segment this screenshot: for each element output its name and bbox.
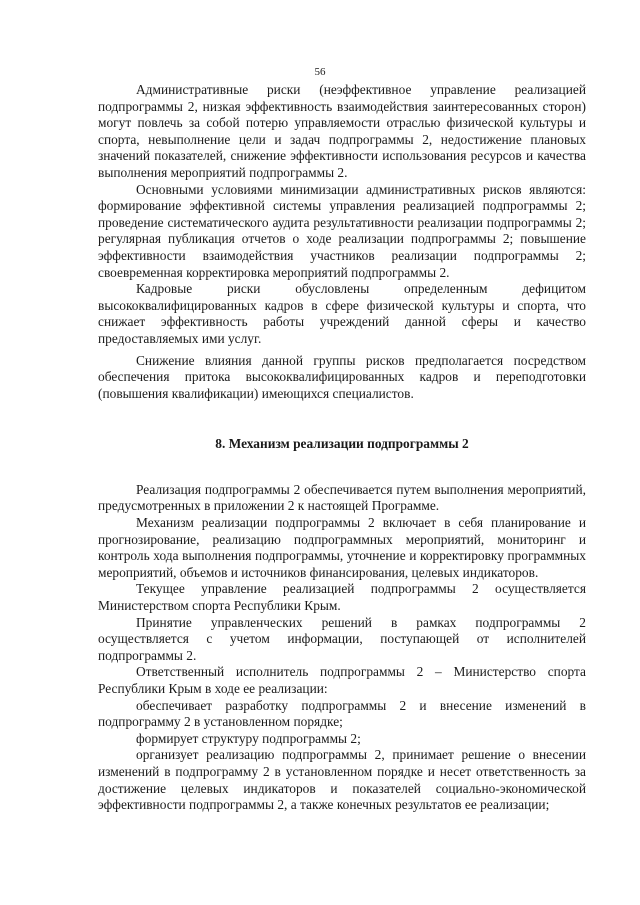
paragraph-decisions: Принятие управленческих решений в рамках подпрограммы 2 осуществляется с учетом информации, поступающей от исполнителей подпрограммы 2. [98, 614, 586, 663]
paragraph-risk-reduction: Снижение влияния данной группы рисков предполагается посредством обеспечения притока высококвалифицированных кадров и переподготовки (повышения квалификации) имеющихся специалистов. [98, 352, 586, 401]
paragraph-mechanism: Механизм реализации подпрограммы 2 включает в себя планирование и прогнозирование, реализацию подпрограммных мероприятий, мониторинг и контроль хода выполнения подпрограммы, уточнение и корректировку программных мероприятий, объемов и источников финансирования, целевых индикаторов. [98, 515, 586, 580]
paragraph-risk-minimization: Основными условиями минимизации административных рисков являются: формирование эффективной системы управления реализацией подпрограммы 2; проведение систематического аудита результативности реализации подпрограммы 2; регулярная публикация отчетов о ходе реализации подпрограммы 2; повышение эффективности взаимодействия участников реализации подпрограммы 2; своевременная корректировка мероприятий подпрограммы 2. [98, 181, 586, 280]
paragraph-administrative-risks: Административные риски (неэффективное управление реализацией подпрограммы 2, низкая эффективность взаимодействия заинтересованных сторон) могут повлечь за собой потерю управляемости отраслью физической культуры и спорта, невыполнение цели и задач подпрограммы 2, недостижение плановых значений показателей, снижение эффективности использования ресурсов и качества выполнения мероприятий подпрограммы 2. [98, 82, 586, 180]
paragraph-current-management: Текущее управление реализацией подпрограммы 2 осуществляется Министерством спорта Республики Крым. [98, 581, 586, 614]
section-heading: 8. Механизм реализации подпрограммы 2 [215, 436, 469, 452]
page-number: 56 [314, 66, 326, 78]
paragraph-personnel-risks: Кадровые риски обусловлены определенным дефицитом высококвалифицированных кадров в сфере физической культуры и спорта, что снижает эффективность работы учреждений данной сферы и качество предоставляемых ими услуг. [98, 281, 586, 346]
paragraph-duty-structure: формирует структуру подпрограммы 2; [136, 730, 361, 746]
paragraph-duty-organization: организует реализацию подпрограммы 2, принимает решение о внесении изменений в подпрограмму 2 в установленном порядке и несет ответственность за достижение целевых индикаторов и показателей социально-экономической эффективности подпрограммы 2, а также конечных результатов ее реализации; [98, 747, 586, 813]
paragraph-duty-development: обеспечивает разработку подпрограммы 2 и внесение изменений в подпрограмму 2 в установленном порядке; [98, 697, 586, 730]
paragraph-implementation: Реализация подпрограммы 2 обеспечивается путем выполнения мероприятий, предусмотренных в приложении 2 к настоящей Программе. [98, 481, 586, 514]
document-body [98, 82, 586, 814]
paragraph-responsible-executor: Ответственный исполнитель подпрограммы 2 – Министерство спорта Республики Крым в ходе ее реализации: [98, 664, 586, 696]
